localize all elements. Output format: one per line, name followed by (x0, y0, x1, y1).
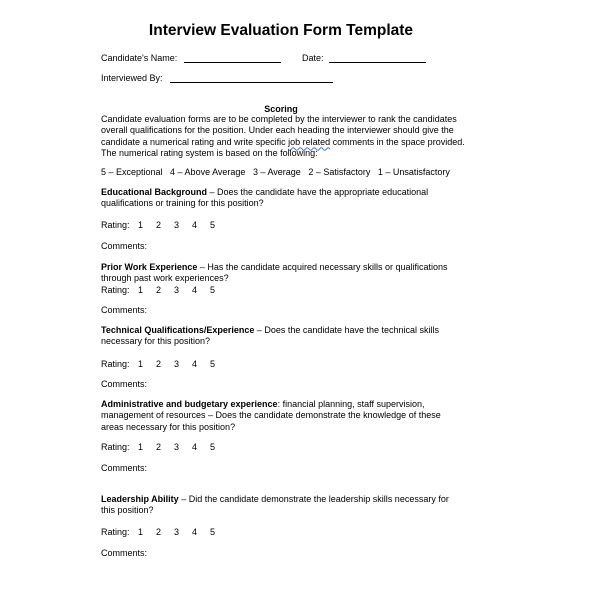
section-question: – Does the candidate have the appropriate educational (207, 187, 429, 197)
comments-educational-background[interactable]: Comments: (101, 241, 148, 251)
section-question-cont: qualifications or training for this position? (101, 198, 264, 209)
date-field[interactable] (329, 62, 426, 63)
section-heading: Administrative and budgetary experience (101, 399, 278, 409)
comments-administrative-budgetary[interactable]: Comments: (101, 463, 148, 473)
rating-option-3[interactable]: 3 (174, 285, 180, 295)
section-educational-background (101, 187, 481, 210)
rating-option-1[interactable]: 1 (138, 527, 144, 537)
candidate-name-label: Candidate's Name: (101, 53, 178, 63)
section-heading: Technical Qualifications/Experience (101, 325, 255, 335)
rating-row-educational-background (101, 219, 228, 231)
interviewed-by-label: Interviewed By: (101, 73, 163, 83)
rating-option-4[interactable]: 4 (192, 442, 198, 452)
rating-option-5[interactable]: 5 (210, 220, 216, 230)
rating-option-2[interactable]: 2 (156, 220, 162, 230)
section-question-cont: necessary for this position? (101, 336, 211, 347)
section-question-cont: management of resources – Does the candidate demonstrate the knowledge of these (101, 410, 441, 421)
section-question: – Did the candidate demonstrate the leadership skills necessary for (178, 494, 449, 504)
rating-option-4[interactable]: 4 (192, 220, 198, 230)
rating-row-administrative-budgetary (101, 441, 228, 453)
rating-label: Rating: (101, 442, 130, 452)
rating-option-4[interactable]: 4 (192, 285, 198, 295)
scoring-text-end: comments in the space provided. The numerical rating system is based on the following: (101, 136, 465, 158)
rating-row-prior-work-experience (101, 284, 228, 296)
rating-option-1[interactable]: 1 (138, 359, 144, 369)
rating-option-3[interactable]: 3 (174, 220, 180, 230)
section-administrative-budgetary (101, 399, 481, 433)
comments-technical-qualifications[interactable]: Comments: (101, 379, 148, 389)
rating-row-technical-qualifications (101, 358, 228, 370)
rating-row-leadership-ability (101, 526, 228, 538)
comments-leadership-ability[interactable]: Comments: (101, 548, 148, 558)
rating-option-5[interactable]: 5 (210, 359, 216, 369)
date-label: Date: (302, 53, 324, 63)
rating-option-1[interactable]: 1 (138, 220, 144, 230)
section-heading: Educational Background (101, 187, 208, 197)
scoring-text-flagged: job related (288, 136, 331, 147)
section-heading: Prior Work Experience (101, 262, 198, 272)
rating-scale: 5 – Exceptional 4 – Above Average 3 – Average 2 – Satisfactory 1 – Unsatisfactory (101, 167, 450, 177)
rating-option-1[interactable]: 1 (138, 285, 144, 295)
rating-option-2[interactable]: 2 (156, 359, 162, 369)
rating-label: Rating: (101, 285, 130, 295)
rating-option-5[interactable]: 5 (210, 442, 216, 452)
candidate-name-field[interactable] (184, 62, 281, 63)
rating-option-3[interactable]: 3 (174, 527, 180, 537)
rating-option-2[interactable]: 2 (156, 285, 162, 295)
section-question: – Has the candidate acquired necessary skills or qualifications (197, 262, 448, 272)
rating-option-5[interactable]: 5 (210, 285, 216, 295)
section-question-cont: areas necessary for this position? (101, 421, 236, 432)
rating-option-5[interactable]: 5 (210, 527, 216, 537)
section-question: : financial planning, staff supervision, (277, 399, 425, 409)
rating-option-2[interactable]: 2 (156, 527, 162, 537)
rating-label: Rating: (101, 527, 130, 537)
rating-option-3[interactable]: 3 (174, 359, 180, 369)
section-leadership-ability (101, 494, 481, 517)
section-prior-work-experience (101, 262, 481, 285)
scoring-heading: Scoring (264, 104, 298, 114)
scoring-instructions (101, 114, 466, 159)
rating-option-2[interactable]: 2 (156, 442, 162, 452)
rating-option-3[interactable]: 3 (174, 442, 180, 452)
rating-option-4[interactable]: 4 (192, 527, 198, 537)
page-title: Interview Evaluation Form Template (148, 22, 414, 39)
section-question-cont: through past work experiences? (101, 273, 229, 284)
section-technical-qualifications (101, 325, 481, 348)
rating-option-4[interactable]: 4 (192, 359, 198, 369)
comments-prior-work-experience[interactable]: Comments: (101, 305, 148, 315)
rating-label: Rating: (101, 220, 130, 230)
rating-option-1[interactable]: 1 (138, 442, 144, 452)
scoring-text-start: Candidate evaluation forms are to be completed by the interviewer to rank the candidates overall qualifications for the position. Under each heading the interviewer should give the candidate a numerical rating and write specific (101, 114, 457, 147)
rating-label: Rating: (101, 359, 130, 369)
section-question-cont: this position? (101, 505, 154, 516)
interviewed-by-field[interactable] (170, 82, 333, 83)
section-heading: Leadership Ability (101, 494, 179, 504)
section-question: – Does the candidate have the technical skills (254, 325, 440, 335)
